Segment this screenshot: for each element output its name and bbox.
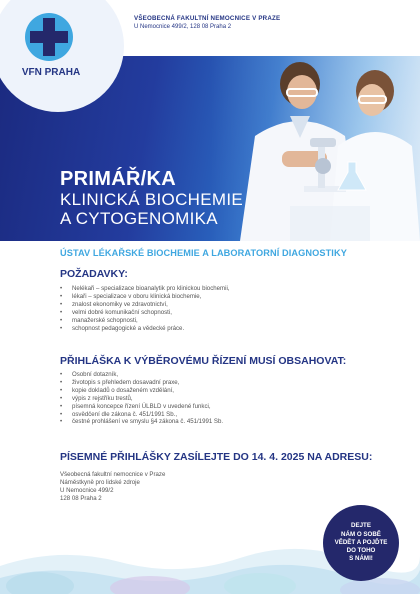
list-item: • výpis z rejstříku trestů, xyxy=(60,395,223,403)
job-subtitle-line2: A CYTOGENOMIKA xyxy=(60,209,218,228)
badge-line: S NÁMI! xyxy=(349,555,373,563)
hospital-address: U Nemocnice 499/2, 128 08 Praha 2 xyxy=(134,24,232,30)
job-title: PRIMÁŘ/KA xyxy=(60,168,177,190)
list-item: • životopis s přehledem dosavadní praxe, xyxy=(60,379,223,387)
submission-heading: PÍSEMNÉ PŘIHLÁŠKY ZASÍLEJTE DO 14. 4. 2025 NA ADRESU: xyxy=(60,451,373,463)
list-item: • čestné prohlášení ve smyslu §4 zákona č. 451/1991 Sb. xyxy=(60,418,223,426)
job-subtitle-line1: KLINICKÁ BIOCHEMIE xyxy=(60,190,243,209)
logo-text: VFN PRAHA xyxy=(21,67,81,78)
list-item: • znalost ekonomiky ve zdravotnictví, xyxy=(60,301,230,309)
badge-line: VĚDĚT A POJĎTE xyxy=(334,538,388,546)
address-line: Všeobecná fakultní nemocnice v Praze xyxy=(60,471,166,478)
address-line: 128 08 Praha 2 xyxy=(60,495,102,502)
badge-line: DEJTE xyxy=(351,522,371,530)
submission-address xyxy=(60,471,165,503)
list-item: • Osobní dotazník, xyxy=(60,371,223,379)
department-heading: ÚSTAV LÉKAŘSKÉ BIOCHEMIE A LABORATORNÍ DIAGNOSTIKY xyxy=(60,248,347,258)
list-item: • Nelékaři – specializace bioanalytik pro klinickou biochemii, xyxy=(60,285,230,293)
badge-line: DO TOHO xyxy=(346,547,376,555)
list-item: • kopie dokladů o dosaženém vzdělání, xyxy=(60,387,223,395)
list-item: • manažerské schopnosti, xyxy=(60,317,230,325)
address-line: Náměstkyně pro lidské zdroje xyxy=(60,479,140,486)
hero-title-block xyxy=(60,168,243,228)
vfn-cross-logo-icon xyxy=(24,12,74,62)
list-item: • osvědčení dle zákona č. 451/1991 Sb., xyxy=(60,411,223,419)
hospital-name: VŠEOBECNÁ FAKULTNÍ NEMOCNICE V PRAZE xyxy=(134,15,281,22)
address-line: U Nemocnice 499/2 xyxy=(60,487,114,494)
list-item: • lékaři – specializace v oboru klinická biochemie, xyxy=(60,293,230,301)
requirements-list xyxy=(60,285,230,332)
requirements-heading: POŽADAVKY: xyxy=(60,268,128,280)
badge-line: NÁM O SOBĚ xyxy=(341,530,381,538)
application-heading: PŘIHLÁŠKA K VÝBĚROVÉMU ŘÍZENÍ MUSÍ OBSAHOVAT: xyxy=(60,355,347,367)
application-list xyxy=(60,371,223,426)
list-item: • velmi dobré komunikační schopnosti, xyxy=(60,309,230,317)
list-item: • schopnost pedagogické a vědecké práce. xyxy=(60,325,230,333)
list-item: • písemná koncepce řízení ÚLBLD v uvedené funkci, xyxy=(60,403,223,411)
join-us-badge xyxy=(323,505,399,581)
